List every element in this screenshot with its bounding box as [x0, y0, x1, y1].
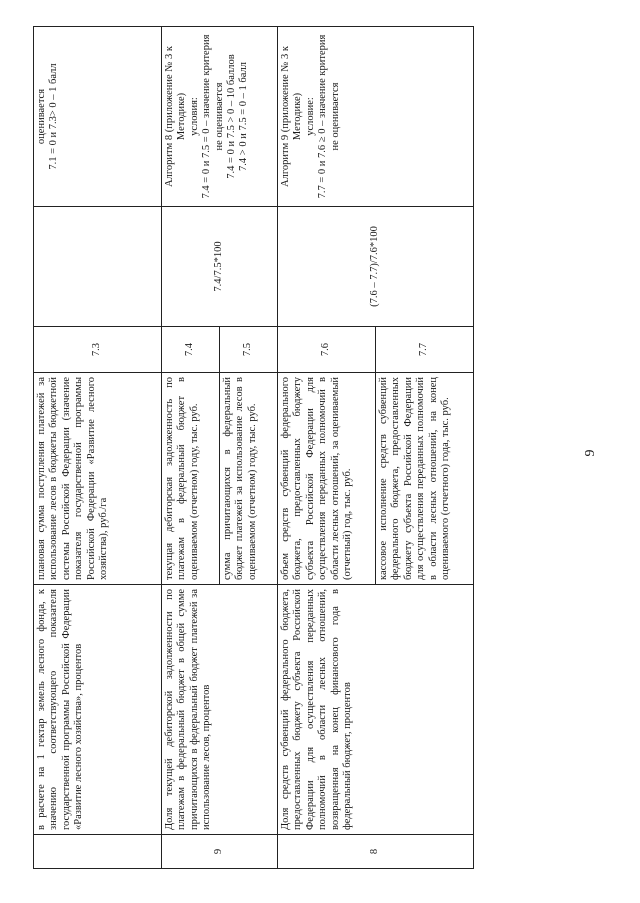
- result-line: 7.4 > 0 и 7.5 = 0 – 1 балл: [238, 62, 250, 171]
- component-code: 7.6: [278, 327, 376, 373]
- component-name: текущая дебиторская задолженность по платежам в федеральный бюджет в оцениваемом (отчетном) году, тыс. руб.: [162, 373, 220, 585]
- table-row: [34, 27, 162, 869]
- row-number: 8: [278, 835, 474, 869]
- indicator-cell: Доля текущей дебиторской задолженности по платежам в федеральный бюджет в общей сумме причитающихся в федеральный бюджет платежей за использование лесов, процентов: [162, 585, 278, 835]
- component-code: 7.7: [376, 327, 474, 373]
- row-number: [34, 835, 162, 869]
- component-name: плановая сумма поступления платежей за использование лесов в бюджеты бюджетной системы Российской Федерации (значение показателя государственной программы Российской Федерации «Развитие лесного хозяйства), руб./га: [34, 373, 162, 585]
- result-line: 7.4 = 0 и 7.5 > 0 – 10 баллов: [226, 54, 238, 179]
- component-name: кассовое исполнение средств субвенций федерального бюджета, предоставленных бюджету субъекта Российской Федерации для осуществления переданных полномочий в области лесных отношений, на конец оцениваемого (отчетного) года, тыс. руб.: [376, 373, 474, 585]
- page-number: 9: [583, 449, 598, 457]
- criteria-table: [33, 26, 474, 869]
- result-line: Алгоритм 8 (приложение № 3 к Методике): [164, 46, 188, 187]
- result-line: оценивается: [36, 88, 47, 145]
- table-row: [278, 27, 376, 869]
- indicator-cell: Доля средств субвенций федерального бюджета, предоставленных бюджету субъекта Российской Федерации для осуществления переданных полномочий в области лесных отношений, возвращенная на конец финансового года в федеральный бюджет, процентов: [278, 585, 474, 835]
- result-line: условие:: [304, 97, 316, 136]
- result-line: 7.1 = 0 и 7.3> 0 – 1 балл: [48, 63, 60, 170]
- result-cell: [34, 27, 162, 207]
- result-cell: [162, 27, 278, 207]
- formula-cell: 7.4/7.5*100: [162, 207, 278, 327]
- formula-cell: (7.6 – 7.7)/7.6*100: [278, 207, 474, 327]
- component-code: 7.3: [34, 327, 162, 373]
- component-code: 7.4: [162, 327, 220, 373]
- result-cell: [278, 27, 474, 207]
- result-line: Алгоритм 9 (приложение № 3 к Методике): [280, 46, 304, 187]
- result-line: 7.7 = 0 и 7.6 ≥ 0 – значение критерия не оценивается: [317, 34, 341, 199]
- result-line: 7.4 = 0 и 7.5 = 0 – значение критерия не оценивается: [201, 34, 225, 199]
- component-name: объем средств субвенций федерального бюджета, предоставленных бюджету субъекта Российской Федерации для осуществления переданных полномочий в области лесных отношений, за оцениваемый (отчетный) год, тыс. руб.: [278, 373, 376, 585]
- formula-cell: [34, 207, 162, 327]
- indicator-cell: в расчете на 1 гектар земель лесного фонда, к значению соответствующего показателя государственной программы Российской Федерации «Развитие лесного хозяйства», процентов: [34, 585, 162, 835]
- row-number: 9: [162, 835, 278, 869]
- result-line: условия:: [188, 97, 200, 136]
- table-row: [162, 27, 220, 869]
- component-name: сумма причитающихся в федеральный бюджет платежей за использование лесов в оцениваемом (отчетном) году, тыс. руб.: [220, 373, 278, 585]
- component-code: 7.5: [220, 327, 278, 373]
